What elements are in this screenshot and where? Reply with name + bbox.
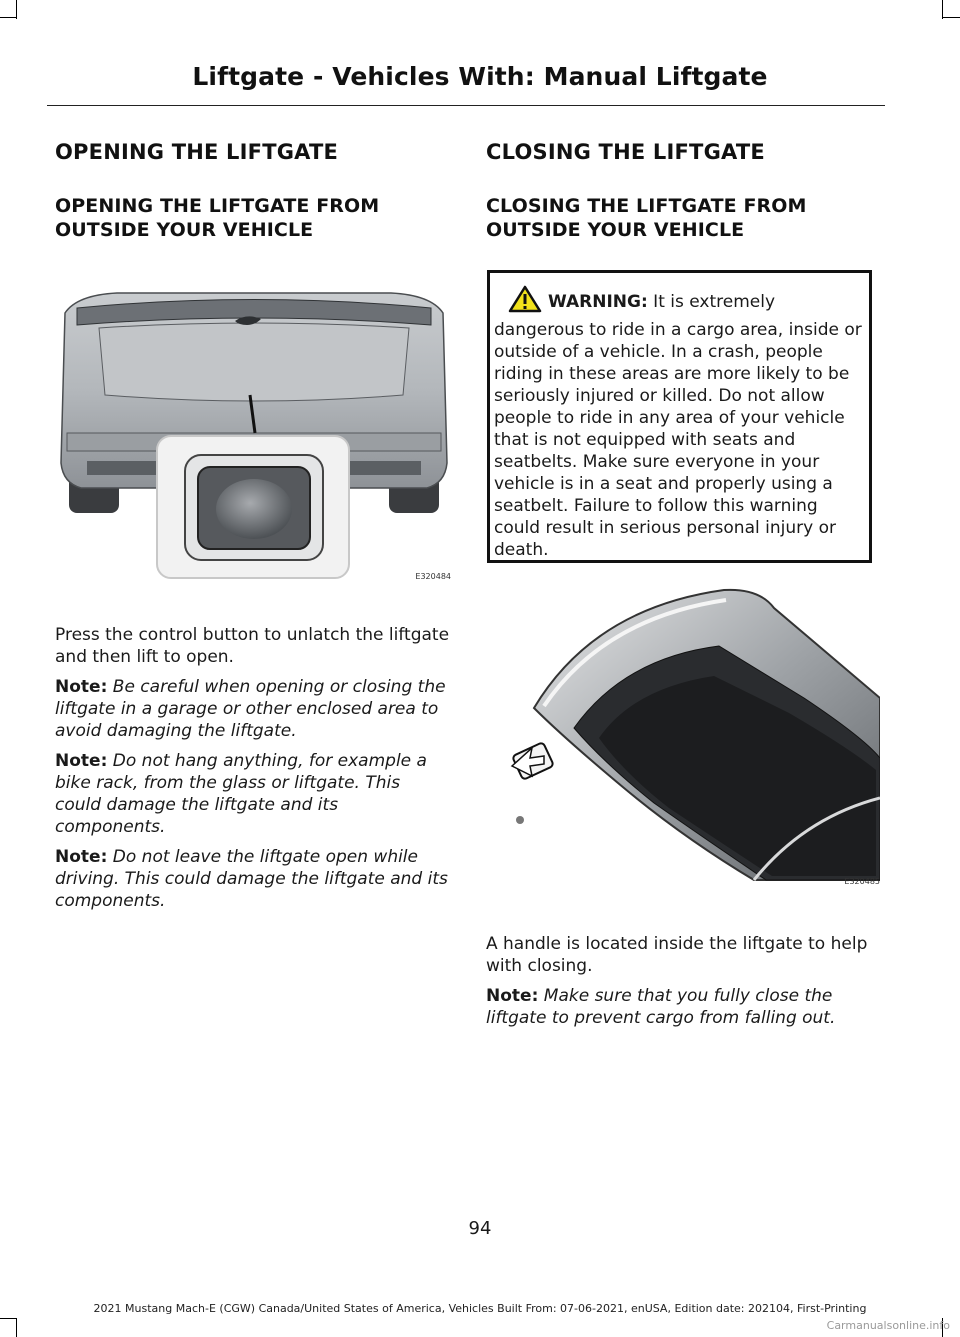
note-2 bbox=[55, 750, 450, 838]
page-header-title: Liftgate - Vehicles With: Manual Liftgate bbox=[192, 62, 768, 91]
section-heading-closing: CLOSING THE LIFTGATE bbox=[486, 140, 765, 164]
vehicle-rear-drawing bbox=[57, 283, 451, 581]
warning-triangle-icon bbox=[508, 285, 542, 319]
note-1 bbox=[55, 676, 450, 742]
left-body bbox=[55, 624, 450, 912]
liftgate-handle-illustration bbox=[504, 588, 880, 884]
body-text-open: Press the control button to unlatch the liftgate and then lift to open. bbox=[55, 625, 450, 667]
warning-paragraph bbox=[494, 285, 865, 561]
right-column bbox=[486, 140, 879, 242]
note-closing bbox=[486, 985, 879, 1029]
crop-mark bbox=[0, 1318, 16, 1319]
note-text: Do not leave the liftgate open while driving. This could damage the liftgate and its components. bbox=[55, 847, 448, 911]
warning-label: WARNING: bbox=[548, 292, 648, 312]
document-footer: 2021 Mustang Mach-E (CGW) Canada/United States of America, Vehicles Built From: 07-06-2021, enUSA, Edition date: 202104, First-Printing bbox=[93, 1302, 867, 1315]
crop-mark bbox=[16, 1318, 17, 1337]
note-label: Note: bbox=[486, 986, 539, 1006]
crop-mark bbox=[16, 0, 17, 19]
header-divider bbox=[47, 105, 885, 106]
note-text: Make sure that you fully close the liftgate to prevent cargo from falling out. bbox=[486, 986, 836, 1028]
right-body bbox=[486, 933, 879, 1029]
crop-mark bbox=[943, 17, 960, 18]
warning-text: It is extremely dangerous to ride in a cargo area, inside or outside of a vehicle. In a crash, people riding in these areas are more likely to be seriously injured or killed. Do not allow people to ride in any area of your vehicle that is not equipped with seats and seatbelts. Make sure everyone in your vehicle is in a seat and properly using a seatbelt. Failure to follow this warning could result in serious personal injury or death. bbox=[494, 292, 862, 560]
note-label: Note: bbox=[55, 751, 108, 771]
body-text-handle: A handle is located inside the liftgate to help with closing. bbox=[486, 934, 868, 976]
image-code-label: E320485 bbox=[844, 877, 880, 886]
subheading-closing-outside: CLOSING THE LIFTGATE FROM OUTSIDE YOUR VEHICLE bbox=[486, 195, 807, 241]
left-column bbox=[55, 140, 450, 242]
note-3 bbox=[55, 846, 450, 912]
section-heading-opening: OPENING THE LIFTGATE bbox=[55, 140, 339, 164]
note-text: Do not hang anything, for example a bike rack, from the glass or liftgate. This could damage the liftgate and its components. bbox=[55, 751, 427, 837]
page-number: 94 bbox=[468, 1218, 492, 1239]
note-label: Note: bbox=[55, 677, 108, 697]
liftgate-interior-drawing bbox=[504, 588, 880, 884]
image-code-label: E320484 bbox=[415, 572, 451, 581]
note-text: Be careful when opening or closing the liftgate in a garage or other enclosed area to avoid damaging the liftgate. bbox=[55, 677, 446, 741]
note-label: Note: bbox=[55, 847, 108, 867]
subheading-opening-outside: OPENING THE LIFTGATE FROM OUTSIDE YOUR VEHICLE bbox=[55, 195, 380, 241]
warning-box bbox=[487, 270, 872, 563]
crop-mark bbox=[0, 17, 16, 18]
watermark: Carmanualsonline.info bbox=[826, 1319, 950, 1332]
liftgate-rear-illustration bbox=[57, 283, 451, 581]
